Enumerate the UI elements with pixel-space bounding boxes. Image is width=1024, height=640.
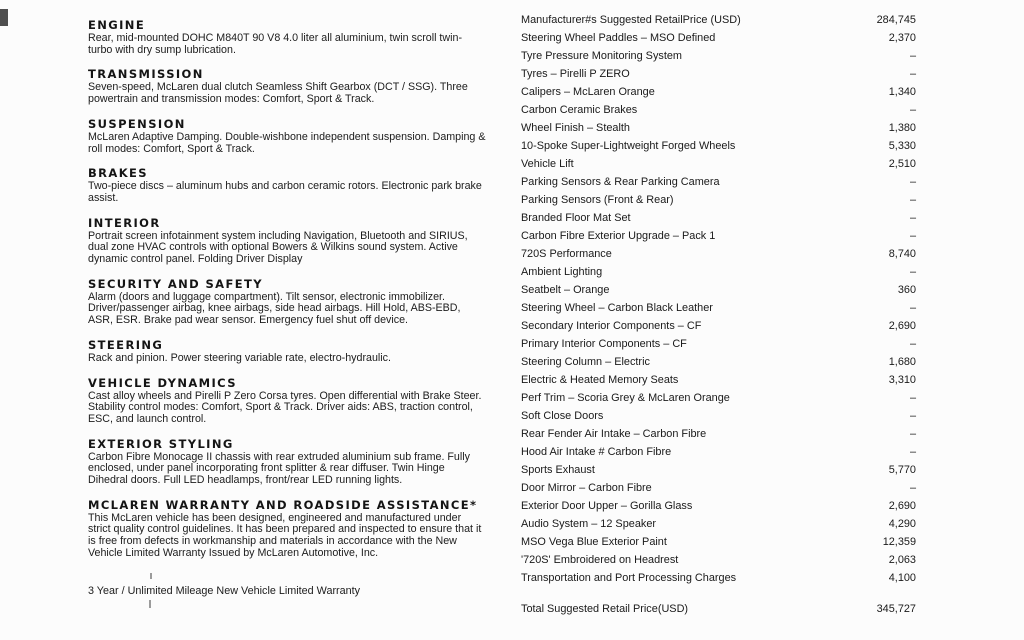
price-row <box>521 374 916 392</box>
price-row-value: 1,380 <box>888 122 916 134</box>
price-row-value: – <box>909 230 916 242</box>
price-row-label: Manufacturer#s Suggested RetailPrice (USD) <box>521 14 741 26</box>
price-row <box>521 212 916 230</box>
price-row-label: Steering Wheel Paddles – MSO Defined <box>521 32 716 44</box>
price-row-label: Tyres – Pirelli P ZERO <box>521 68 630 80</box>
price-row-label: Perf Trim – Scoria Grey & McLaren Orange <box>521 392 730 404</box>
price-row-value: 4,290 <box>888 518 916 530</box>
price-row-value: – <box>909 266 916 278</box>
price-row-value: – <box>909 68 916 80</box>
price-row-label: Steering Wheel – Carbon Black Leather <box>521 302 713 314</box>
price-row-label: Transportation and Port Processing Charges <box>521 572 737 584</box>
spec-section-body: Portrait screen infotainment system including Navigation, Bluetooth and SIRIUS, dual zone HVAC controls with optional Bowers & Wilkins sound system. Active dynamic control panel. Folding Driver Display <box>88 229 468 266</box>
price-row <box>521 176 916 194</box>
price-row <box>521 536 916 554</box>
spec-section-heading: INTERIOR <box>88 215 161 230</box>
price-row-value: 2,690 <box>888 500 916 512</box>
price-row <box>521 14 916 32</box>
spec-section-body: Carbon Fibre Monocage II chassis with rear extruded aluminium sub frame. Fully enclosed, under panel incorporating front splitter & rear diffuser. Twin Hinge Dihedral doors. Full LED headlamps, front/rear LED running lights. <box>88 450 470 487</box>
total-price-row <box>521 603 916 621</box>
price-row <box>521 50 916 68</box>
spec-section-body: McLaren Adaptive Damping. Double-wishbone independent suspension. Damping & roll modes: Comfort, Sport & Track. <box>88 130 486 155</box>
total-price-value: 345,727 <box>876 603 916 615</box>
price-row-value: – <box>909 104 916 116</box>
price-row <box>521 230 916 248</box>
price-row <box>521 410 916 428</box>
spec-section-heading: MCLAREN WARRANTY AND ROADSIDE ASSISTANCE* <box>88 497 478 512</box>
price-row-label: Hood Air Intake # Carbon Fibre <box>521 446 672 458</box>
price-row-value: – <box>909 50 916 62</box>
price-row-value: 2,370 <box>888 32 916 44</box>
price-row <box>521 140 916 158</box>
price-row-value: – <box>909 194 916 206</box>
price-row-value: – <box>909 446 916 458</box>
price-row-value: – <box>909 428 916 440</box>
price-row-label: Parking Sensors (Front & Rear) <box>521 194 674 206</box>
pricing-column <box>521 14 916 621</box>
spec-section <box>88 277 486 327</box>
price-row <box>521 482 916 500</box>
spec-section-heading: SUSPENSION <box>88 116 186 131</box>
price-row <box>521 248 916 266</box>
price-row-label: Primary Interior Components – CF <box>521 338 687 350</box>
spec-section-heading: STEERING <box>88 337 164 352</box>
price-row-value: 284,745 <box>876 14 916 26</box>
scan-speck <box>149 600 151 608</box>
spec-section <box>88 67 486 105</box>
spec-section-heading: BRAKES <box>88 166 148 181</box>
spec-section-heading: VEHICLE DYNAMICS <box>88 375 237 390</box>
price-row-value: 5,770 <box>888 464 916 476</box>
price-row <box>521 320 916 338</box>
price-row <box>521 338 916 356</box>
price-row <box>521 266 916 284</box>
price-row-value: 1,340 <box>888 86 916 98</box>
price-row-label: Vehicle Lift <box>521 158 574 170</box>
price-row-label: Calipers – McLaren Orange <box>521 86 655 98</box>
spec-section-heading: EXTERIOR STYLING <box>88 436 234 451</box>
spec-section <box>88 498 486 560</box>
price-row-label: Exterior Door Upper – Gorilla Glass <box>521 500 693 512</box>
price-row-label: Door Mirror – Carbon Fibre <box>521 482 652 494</box>
price-row-label: 720S Performance <box>521 248 612 260</box>
price-row-label: Steering Column – Electric <box>521 356 650 368</box>
price-row-value: 360 <box>897 284 916 296</box>
price-row-value: 12,359 <box>882 536 916 548</box>
price-row <box>521 122 916 140</box>
spec-section <box>88 376 486 426</box>
spec-section-body: Alarm (doors and luggage compartment). Tilt sensor, electronic immobilizer. Driver/passenger airbag, knee airbags, side head airbags. Hill Hold, ABS-EBD, ASR, ESR. Brake pad wear sensor. Emergency fuel shut off device. <box>88 290 461 327</box>
price-row-value: 8,740 <box>888 248 916 260</box>
price-row-value: – <box>909 176 916 188</box>
warranty-duration-note: 3 Year / Unlimited Mileage New Vehicle Limited Warranty <box>88 585 361 597</box>
price-row <box>521 572 916 590</box>
price-row-label: Branded Floor Mat Set <box>521 212 631 224</box>
spec-section <box>88 437 486 487</box>
price-row <box>521 32 916 50</box>
price-row-value: – <box>909 212 916 224</box>
price-row-label: 10-Spoke Super-Lightweight Forged Wheels <box>521 140 736 152</box>
price-row-value: – <box>909 482 916 494</box>
spec-section <box>88 216 486 266</box>
price-row-label: Soft Close Doors <box>521 410 604 422</box>
price-row-value: 2,510 <box>888 158 916 170</box>
spec-section <box>88 338 486 365</box>
spec-section <box>88 166 486 204</box>
price-row-label: Ambient Lighting <box>521 266 603 278</box>
price-row <box>521 86 916 104</box>
price-row-value: 5,330 <box>888 140 916 152</box>
price-row-label: Parking Sensors & Rear Parking Camera <box>521 176 720 188</box>
spec-section-heading: SECURITY AND SAFETY <box>88 276 263 291</box>
price-row-label: Seatbelt – Orange <box>521 284 610 296</box>
price-row <box>521 518 916 536</box>
price-row <box>521 158 916 176</box>
spec-section-heading: ENGINE <box>88 18 146 32</box>
price-row <box>521 428 916 446</box>
price-row-value: – <box>909 392 916 404</box>
price-row-label: MSO Vega Blue Exterior Paint <box>521 536 667 548</box>
price-row <box>521 464 916 482</box>
price-row-value: 4,100 <box>888 572 916 584</box>
price-row-label: Wheel Finish – Stealth <box>521 122 630 134</box>
price-row-label: '720S' Embroidered on Headrest <box>521 554 679 566</box>
price-row-value: 2,063 <box>888 554 916 566</box>
price-row-value: 1,680 <box>888 356 916 368</box>
price-row <box>521 284 916 302</box>
spec-section <box>88 18 486 56</box>
spec-section-body: This McLaren vehicle has been designed, engineered and manufactured under strict quality control guidelines. It has been prepared and inspected to ensure that it is free from defects in workmanship and materials in accordance with the New Vehicle Limited Warranty Issued by McLaren Automotive, Inc. <box>88 511 482 559</box>
price-row <box>521 104 916 122</box>
price-row <box>521 302 916 320</box>
price-row-label: Audio System – 12 Speaker <box>521 518 657 530</box>
price-row-label: Electric & Heated Memory Seats <box>521 374 679 386</box>
price-row-label: Secondary Interior Components – CF <box>521 320 702 332</box>
spec-section-body: Cast alloy wheels and Pirelli P Zero Corsa tyres. Open differential with Brake Steer. Stability control modes: Comfort, Sport & Track. Driver aids: ABS, traction control, ESC, and launch control. <box>88 389 482 425</box>
scan-speck <box>150 573 152 579</box>
price-row-label: Rear Fender Air Intake – Carbon Fibre <box>521 428 707 440</box>
price-row-label: Sports Exhaust <box>521 464 595 476</box>
price-row-label: Carbon Fibre Exterior Upgrade – Pack 1 <box>521 230 716 242</box>
spec-section-body: Seven-speed, McLaren dual clutch Seamless Shift Gearbox (DCT / SSG). Three powertrain and transmission modes: Comfort, Sport & Track. <box>88 81 468 106</box>
spec-section-body: Two-piece discs – aluminum hubs and carbon ceramic rotors. Electronic park brake assist. <box>88 180 482 204</box>
price-row <box>521 554 916 572</box>
price-row-value: 3,310 <box>888 374 916 386</box>
price-row-value: – <box>909 338 916 350</box>
price-row-value: – <box>909 302 916 314</box>
price-row <box>521 500 916 518</box>
price-row-value: 2,690 <box>888 320 916 332</box>
price-row-label: Tyre Pressure Monitoring System <box>521 50 682 62</box>
price-row-label: Carbon Ceramic Brakes <box>521 104 638 116</box>
specs-column <box>88 18 486 571</box>
price-row-value: – <box>909 410 916 422</box>
spec-section-body: Rear, mid-mounted DOHC M840T 90 V8 4.0 liter all aluminium, twin scroll twin-turbo with dry sump lubrication. <box>88 32 462 56</box>
price-row <box>521 446 916 464</box>
price-row <box>521 68 916 86</box>
price-row <box>521 392 916 410</box>
total-price-label: Total Suggested Retail Price(USD) <box>521 603 689 615</box>
spec-section-body: Rack and pinion. Power steering variable rate, electro-hydraulic. <box>88 351 391 364</box>
price-row <box>521 194 916 212</box>
price-row-list <box>521 14 916 590</box>
scan-artifact-corner <box>0 9 8 26</box>
price-row <box>521 356 916 374</box>
spec-section-heading: TRANSMISSION <box>88 67 204 82</box>
spec-section <box>88 117 486 155</box>
